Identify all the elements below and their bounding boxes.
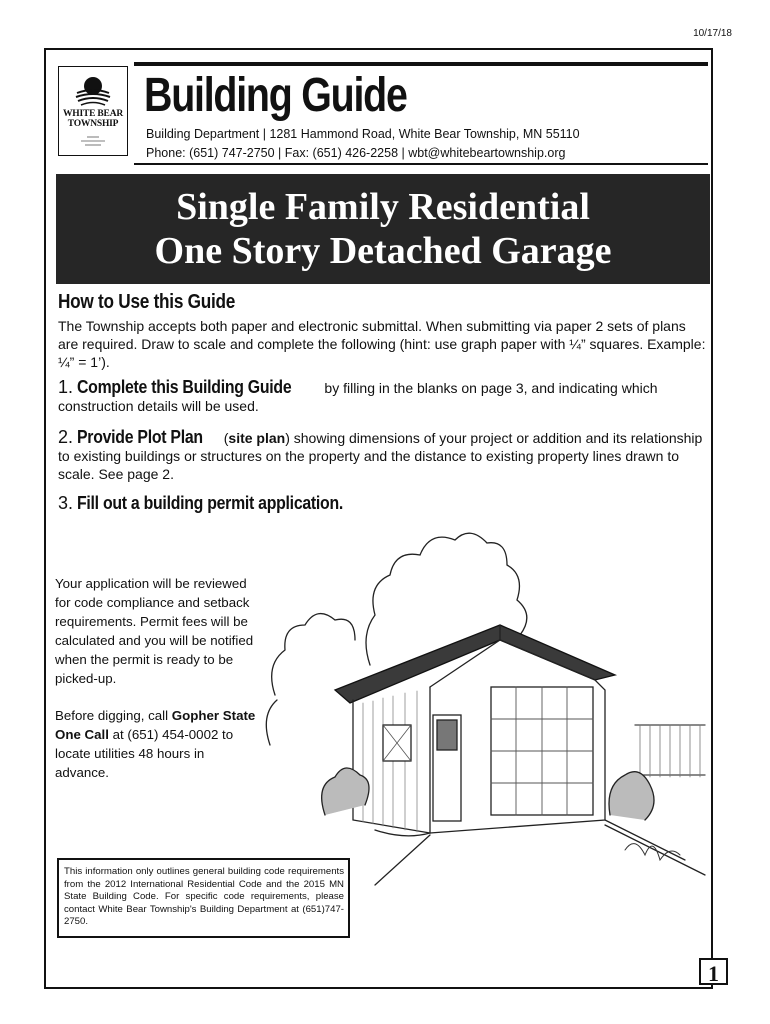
review-paragraph: Your application will be reviewed for code compliance and setback requirements. Permit fees will be calculated and you will be notified when the permit is ready to be picked-up. (55, 576, 254, 686)
step-heading: Fill out a building permit application. (76, 493, 343, 513)
digging-post: at (651) 454-0002 to locate utilities 48 hours in advance. (55, 727, 234, 781)
gopher-state-name: Gopher State One Call (55, 708, 256, 743)
page-number: 1 (699, 958, 728, 985)
department-contact: Phone: (651) 747-2750 | Fax: (651) 426-2258 | wbt@whitebeartownship.org (146, 146, 566, 160)
how-to-heading: How to Use this Guide (58, 291, 236, 313)
step-number: 2. (58, 427, 74, 447)
header-contact (146, 125, 580, 163)
step-heading: Provide Plot Plan (76, 427, 203, 447)
step-number: 3. (58, 493, 74, 513)
garage-sketch-illustration (255, 515, 710, 890)
step-1 (58, 378, 708, 415)
step-number: 1. (58, 377, 74, 397)
code-notice-box: This information only outlines general building code requirements from the 2012 International Residential Code and the 2015 MN State Building Code. For specific code requirements, please contact White Bear Township's Building Department at (651)747-2750. (57, 858, 350, 938)
step-text: ) showing dimensions of your project or addition and its relationship to existing buildings or structures on the property and the distance to existing property lines drawn to scale. See page 2. (58, 430, 703, 482)
banner-line-2: One Story Detached Garage (154, 230, 612, 272)
department-address: Building Department | 1281 Hammond Road, White Bear Township, MN 55110 (146, 127, 580, 141)
bear-emblem-icon (73, 73, 113, 109)
digging-paragraph (55, 707, 260, 783)
guide-title: Building Guide (144, 69, 407, 122)
header-rule-bottom (134, 163, 708, 165)
banner-line-1: Single Family Residential (176, 186, 590, 228)
step-2 (58, 428, 708, 483)
logo-name-line2: TOWNSHIP (67, 119, 119, 129)
how-to-intro: The Township accepts both paper and electronic submittal. When submitting via paper 2 sets of plans are required. Draw to scale and complete the following (hint: use graph paper with ¼” squares. Example: ¼” = 1’). (58, 318, 706, 370)
step-text: by filling in the blanks on page 3, and indicating which construction details will be used. (58, 380, 658, 414)
header-rule-top (134, 62, 708, 66)
step-3 (58, 494, 708, 513)
step-paren: ( (219, 430, 229, 446)
township-logo (58, 66, 128, 156)
digging-pre: Before digging, call (55, 708, 172, 724)
step-heading: Complete this Building Guide (76, 377, 292, 397)
logo-name-line1: WHITE BEAR (62, 109, 124, 119)
review-sidebar (55, 575, 260, 783)
logo-tagline (59, 135, 127, 147)
document-date: 10/17/18 (693, 28, 732, 39)
title-banner (56, 174, 710, 284)
step-bold-term: site plan (228, 430, 286, 446)
